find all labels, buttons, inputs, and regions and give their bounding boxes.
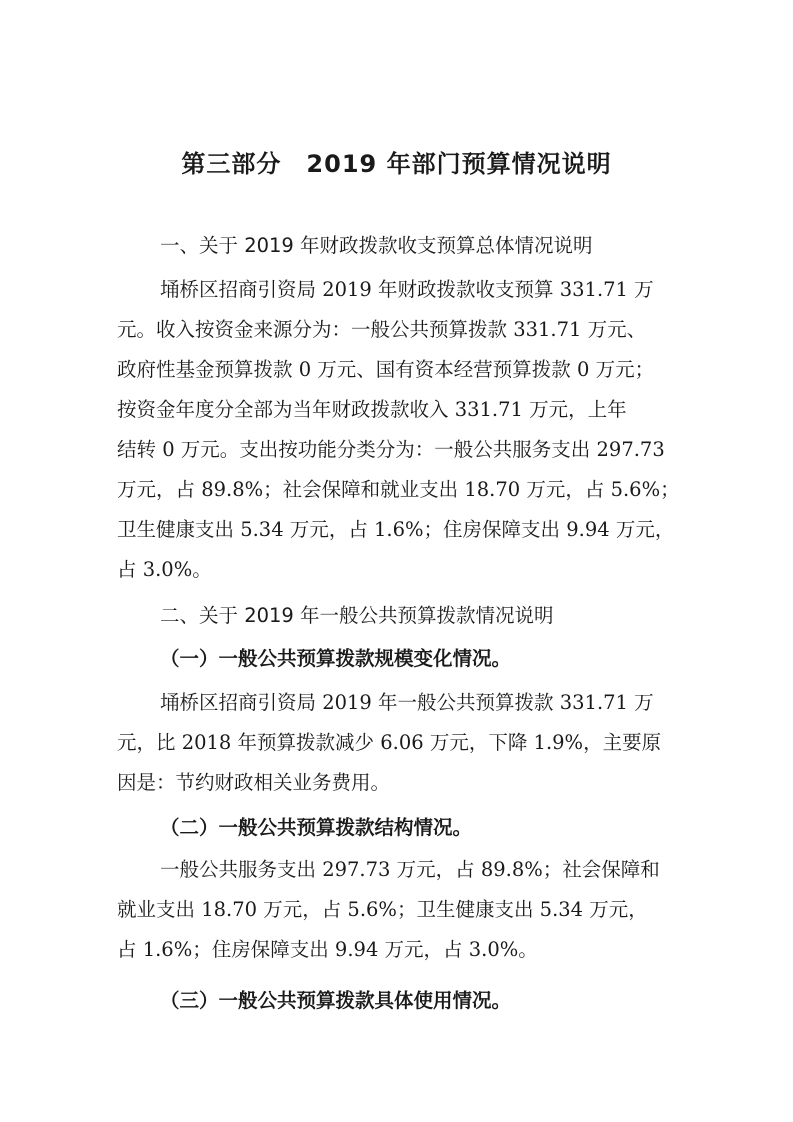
- section-1-line-7: 卫生健康支出 5.34 万元，占 1.6%；住房保障支出 9.94 万元，: [117, 518, 675, 541]
- subsection-2-line-1: 一般公共服务支出 297.73 万元，占 89.8%；社会保障和: [160, 858, 660, 881]
- subsection-2-heading: （二）一般公共预算拨款结构情况。: [160, 816, 473, 839]
- section-1-line-2: 元。收入按资金来源分为：一般公共预算拨款 331.71 万元、: [117, 318, 647, 341]
- subsection-1-line-1: 埇桥区招商引资局 2019 年一般公共预算拨款 331.71 万: [160, 691, 654, 714]
- subsection-1-line-3: 因是：节约财政相关业务费用。: [117, 771, 391, 794]
- section-2-heading: 二、关于 2019 年一般公共预算拨款情况说明: [160, 604, 554, 627]
- page-title: 第三部分 2019 年部门预算情况说明: [181, 150, 612, 178]
- subsection-2-line-2: 就业支出 18.70 万元，占 5.6%；卫生健康支出 5.34 万元，: [117, 898, 648, 921]
- subsection-1-line-2: 元，比 2018 年预算拨款减少 6.06 万元，下降 1.9%，主要原: [117, 731, 662, 754]
- section-1-line-8: 占 3.0%。: [117, 558, 212, 581]
- section-1-heading: 一、关于 2019 年财政拨款收支预算总体情况说明: [160, 234, 593, 257]
- section-1-line-4: 按资金年度分全部为当年财政拨款收入 331.71 万元，上年: [117, 398, 627, 421]
- subsection-1-heading: （一）一般公共预算拨款规模变化情况。: [160, 647, 512, 670]
- section-1-line-1: 埇桥区招商引资局 2019 年财政拨款收支预算 331.71 万: [160, 278, 654, 301]
- subsection-2-line-3: 占 1.6%；住房保障支出 9.94 万元，占 3.0%。: [117, 938, 538, 961]
- subsection-3-heading: （三）一般公共预算拨款具体使用情况。: [160, 989, 512, 1012]
- section-1-line-3: 政府性基金预算拨款 0 万元、国有资本经营预算拨款 0 万元；: [117, 358, 655, 381]
- section-1-line-5: 结转 0 万元。支出按功能分类分为：一般公共服务支出 297.73: [117, 438, 665, 461]
- section-1-line-6: 万元，占 89.8%；社会保障和就业支出 18.70 万元，占 5.6%；: [117, 478, 680, 501]
